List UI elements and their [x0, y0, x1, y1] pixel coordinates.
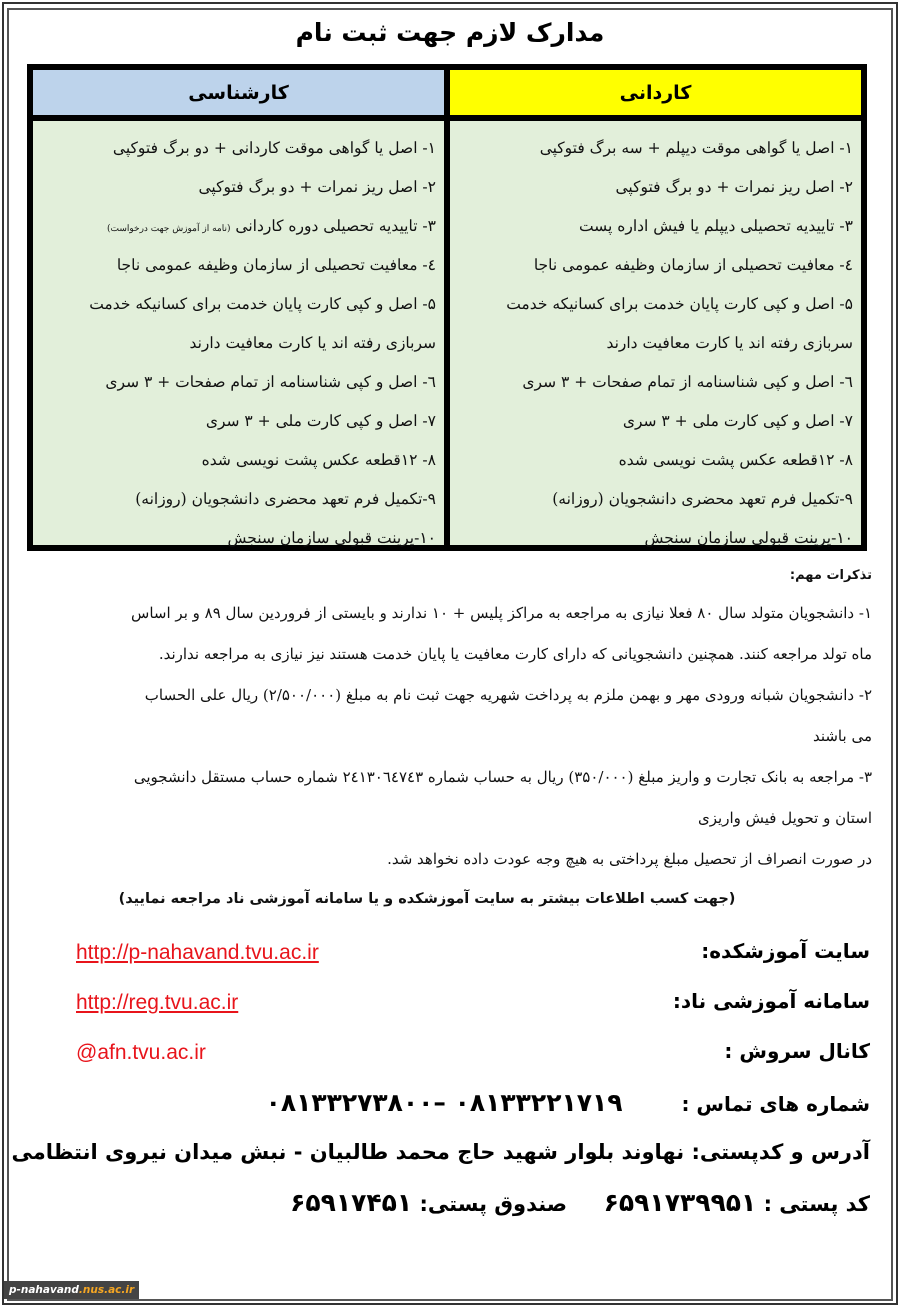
- list-item: ۵- اصل و کپی کارت پایان خدمت برای کسانیکه خدمت: [506, 295, 853, 313]
- postal-info: [290, 1188, 870, 1217]
- notes-heading: تذکرات مهم:: [789, 568, 872, 583]
- column-karshenasi: [33, 70, 444, 545]
- important-notes: [22, 568, 872, 918]
- list-item: ۵- اصل و کپی کارت پایان خدمت برای کسانیکه خدمت: [89, 295, 436, 313]
- contact-row-site: [0, 935, 900, 985]
- postal-code: ۶۵۹۱۷۳۹۹۵۱: [603, 1188, 757, 1217]
- list-item: ۱۰-پرینت قبولی سازمان سنجش: [227, 529, 436, 547]
- list-item: ۲- اصل ریز نمرات + دو برگ فتوکپی: [615, 178, 853, 196]
- list-item-note: (نامه از آموزش جهت درخواست): [106, 224, 231, 234]
- note-line: استان و تحویل فیش واریزی: [698, 809, 872, 827]
- list-item: سربازی رفته اند یا کارت معافیت دارند: [606, 334, 853, 352]
- pobox-value: ۶۵۹۱۷۴۵۱: [290, 1188, 413, 1217]
- list-item: ۱- اصل یا گواهی موقت کاردانی + دو برگ فتوکپی: [112, 139, 436, 157]
- list-item: ۷- اصل و کپی کارت ملی + ۳ سری: [622, 412, 853, 430]
- phone-numbers: [266, 1088, 870, 1117]
- postal-label: کد پستی :: [763, 1192, 870, 1216]
- list-item: [39, 207, 436, 246]
- soroush-label: کانال سروش :: [724, 1039, 870, 1063]
- list-item: ۷- اصل و کپی کارت ملی + ۳ سری: [205, 412, 436, 430]
- page-title: مدارک لازم جهت ثبت نام: [295, 18, 605, 47]
- list-item: ۱۰-پرینت قبولی سازمان سنجش: [644, 529, 853, 547]
- nad-link[interactable]: http://reg.tvu.ac.ir: [76, 991, 239, 1014]
- requirements-table: [27, 64, 867, 551]
- watermark-suffix: .nus.ac.ir: [78, 1284, 135, 1296]
- list-item: ۳- تاییدیه تحصیلی دیپلم یا فیش اداره پست: [578, 217, 853, 235]
- note-line: ۱- دانشجویان متولد سال ۸۰ فعلا نیازی به مراجعه به مراکز پلیس + ۱۰ ندارند و بایستی از فروردین سال ۸۹ و بر اساس: [131, 604, 872, 622]
- address: آدرس و کدپستی: نهاوند بلوار شهید حاج محمد طالبیان - نبش میدان نیروی انتظامی: [11, 1140, 870, 1164]
- list-item: ٦- اصل و کپی شناسنامه از تمام صفحات + ۳ سری: [522, 373, 853, 391]
- list-item: سربازی رفته اند یا کارت معافیت دارند: [189, 334, 436, 352]
- contact-row-nad: [0, 985, 900, 1035]
- nad-label: سامانه آموزشی ناد:: [672, 989, 870, 1013]
- list-item: ۹-تکمیل فرم تعهد محضری دانشجویان (روزانه): [135, 490, 436, 508]
- phones-value: ۰۸۱۳۳۲۲۱۷۱۹ –۰۸۱۳۳۲۷۳۸۰۰: [265, 1088, 623, 1117]
- list-item: ۸- ۱۲قطعه عکس پشت نویسی شده: [618, 451, 853, 469]
- note-line: می باشند: [812, 727, 872, 745]
- list-item: ٤- معافیت تحصیلی از سازمان وظیفه عمومی ناجا: [533, 256, 853, 274]
- more-info-note: (جهت کسب اطلاعات بیشتر به سایت آموزشکده و یا سامانه آموزشی ناد مراجعه نمایید): [118, 891, 736, 907]
- site-label: سایت آموزشکده:: [701, 939, 870, 963]
- column-body-kardani: [450, 121, 861, 545]
- column-header-karshenasi: کارشناسی: [33, 70, 444, 115]
- watermark-domain: p-nahavand: [9, 1284, 79, 1296]
- soroush-handle: @afn.tvu.ac.ir: [76, 1041, 206, 1064]
- list-item: ٤- معافیت تحصیلی از سازمان وظیفه عمومی ناجا: [116, 256, 436, 274]
- list-item: ۹-تکمیل فرم تعهد محضری دانشجویان (روزانه): [552, 490, 853, 508]
- site-watermark: [4, 1281, 139, 1299]
- contact-row-soroush: [0, 1035, 900, 1085]
- list-item: ۸- ۱۲قطعه عکس پشت نویسی شده: [201, 451, 436, 469]
- contact-section: [0, 935, 900, 1085]
- note-line: ۲- دانشجویان شبانه ورودی مهر و بهمن ملزم به پرداخت شهریه جهت ثبت نام به مبلغ (۲/۵۰۰/۰۰۰) ریال علی الحساب: [144, 686, 872, 704]
- list-item: ۲- اصل ریز نمرات + دو برگ فتوکپی: [198, 178, 436, 196]
- note-line: در صورت انصراف از تحصیل مبلغ پرداختی به هیچ وجه عودت داده نخواهد شد.: [387, 850, 872, 868]
- column-header-kardani: کاردانی: [450, 70, 861, 115]
- site-link[interactable]: http://p-nahavand.tvu.ac.ir: [76, 941, 319, 964]
- note-line: ماه تولد مراجعه کنند. همچنین دانشجویانی که دارای کارت معافیت یا پایان خدمت هستند نیز نیازی به مراجعه ندارند.: [158, 645, 872, 663]
- list-item-text: ۳- تاییدیه تحصیلی دوره کاردانی: [235, 217, 436, 235]
- list-item: ٦- اصل و کپی شناسنامه از تمام صفحات + ۳ سری: [105, 373, 436, 391]
- phones-label: شماره های تماس :: [681, 1092, 870, 1116]
- list-item: ۱- اصل یا گواهی موقت دیپلم + سه برگ فتوکپی: [539, 139, 853, 157]
- column-body-karshenasi: [33, 121, 444, 545]
- note-line: ۳- مراجعه به بانک تجارت و واریز مبلغ (۳۵۰/۰۰۰) ریال به حساب شماره ۲٤۱۳۰٦٤۷٤۳ شماره حساب مستقل دانشجویی: [133, 768, 872, 786]
- pobox-label: صندوق پستی:: [419, 1192, 568, 1216]
- column-kardani: [450, 70, 861, 545]
